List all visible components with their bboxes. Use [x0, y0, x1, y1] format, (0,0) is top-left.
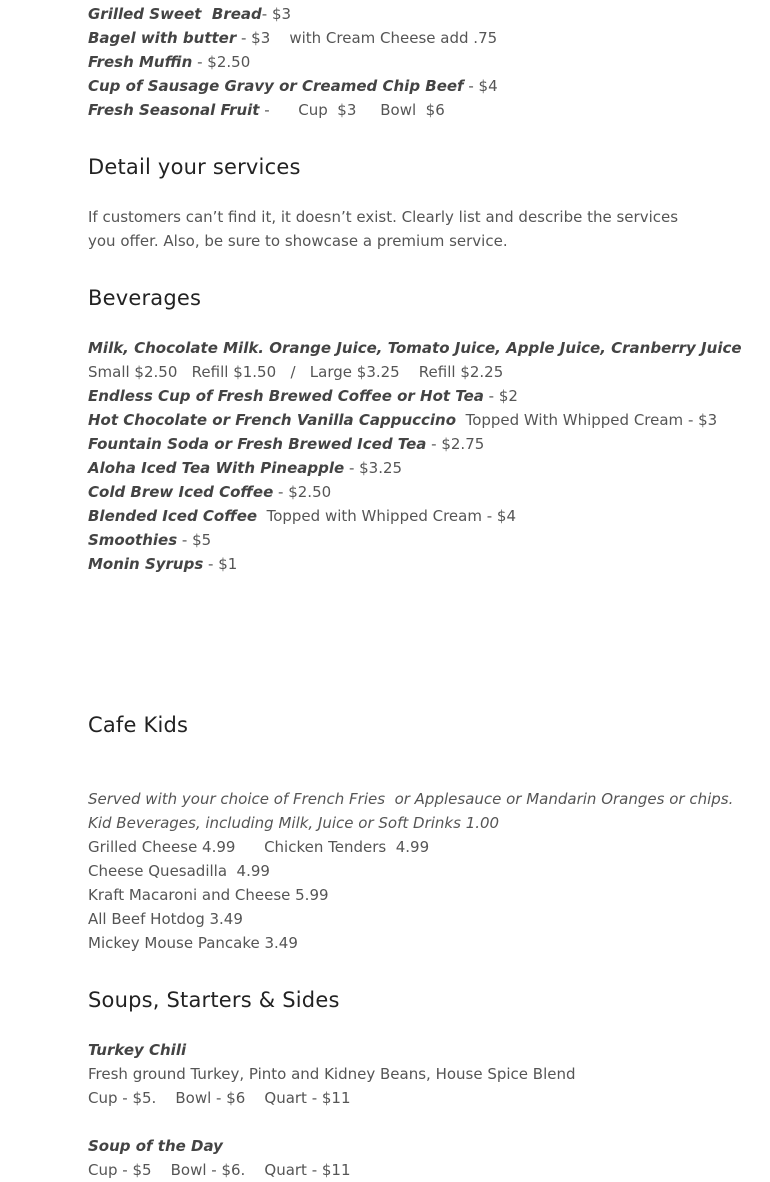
- item-name: Smoothies: [88, 531, 178, 549]
- juice-title: Milk, Chocolate Milk. Orange Juice, Tomato Juice, Apple Juice, Cranberry Juice: [88, 339, 742, 357]
- item-price: - $3.25: [344, 459, 403, 477]
- item-name: Bagel with butter: [88, 29, 237, 47]
- item-price: - $1: [203, 555, 238, 573]
- kids-item: Grilled Cheese 4.99 Chicken Tenders 4.99: [88, 838, 430, 856]
- kids-item: All Beef Hotdog 3.49: [88, 910, 243, 928]
- soup-title: Soup of the Day: [88, 1137, 223, 1155]
- item-name: Endless Cup of Fresh Brewed Coffee or Hot Tea: [88, 387, 484, 405]
- menu-item: [88, 384, 518, 408]
- item-price: - Cup $3 Bowl $6: [259, 101, 445, 119]
- item-name: Monin Syrups: [88, 555, 204, 573]
- menu-item: [88, 432, 484, 456]
- item-price: - $3: [261, 5, 292, 23]
- menu-item: [88, 74, 498, 98]
- menu-item: [88, 552, 237, 576]
- menu-item: [88, 528, 211, 552]
- chili-prices: Cup - $5. Bowl - $6 Quart - $11: [88, 1089, 351, 1107]
- soup-prices: Cup - $5 Bowl - $6. Quart - $11: [88, 1161, 351, 1179]
- menu-item: [88, 408, 717, 432]
- item-name: Hot Chocolate or French Vanilla Cappuccino: [88, 411, 457, 429]
- item-price: - $2.75: [426, 435, 485, 453]
- menu-item: [88, 504, 516, 528]
- beverages-heading: Beverages: [88, 286, 202, 310]
- juice-prices: Small $2.50 Refill $1.50 / Large $3.25 Refill $2.25: [88, 363, 504, 381]
- item-price: - $2.50: [192, 53, 251, 71]
- item-name: Cold Brew Iced Coffee: [88, 483, 274, 501]
- item-price: - $4: [463, 77, 498, 95]
- item-name: Fresh Muffin: [88, 53, 193, 71]
- item-price: - $2.50: [273, 483, 332, 501]
- chili-description: Fresh ground Turkey, Pinto and Kidney Beans, House Spice Blend: [88, 1065, 576, 1083]
- item-name: Fountain Soda or Fresh Brewed Iced Tea: [88, 435, 427, 453]
- item-name: Fresh Seasonal Fruit: [88, 101, 260, 119]
- kids-item: Kraft Macaroni and Cheese 5.99: [88, 886, 329, 904]
- menu-item: [88, 26, 497, 50]
- kids-note: Served with your choice of French Fries or Applesauce or Mandarin Oranges or chips.: [88, 790, 734, 808]
- item-name: Grilled Sweet Bread: [88, 5, 262, 23]
- services-heading: Detail your services: [88, 155, 301, 179]
- kids-item: Cheese Quesadilla 4.99: [88, 862, 270, 880]
- soups-heading: Soups, Starters & Sides: [88, 988, 340, 1012]
- kids-beverage-note: Kid Beverages, including Milk, Juice or Soft Drinks 1.00: [88, 814, 500, 832]
- item-price: Topped With Whipped Cream - $3: [456, 411, 718, 429]
- kids-item: Mickey Mouse Pancake 3.49: [88, 934, 298, 952]
- menu-item: [88, 98, 445, 122]
- item-price: - $3 with Cream Cheese add .75: [236, 29, 498, 47]
- menu-item: [88, 480, 331, 504]
- menu-item: [88, 2, 291, 26]
- item-price: - $5: [177, 531, 212, 549]
- item-name: Cup of Sausage Gravy or Creamed Chip Beef: [88, 77, 464, 95]
- menu-item: [88, 456, 402, 480]
- menu-item: [88, 50, 250, 74]
- item-price: Topped with Whipped Cream - $4: [257, 507, 516, 525]
- item-price: - $2: [483, 387, 518, 405]
- kids-heading: Cafe Kids: [88, 713, 189, 737]
- item-name: Blended Iced Coffee: [88, 507, 258, 525]
- chili-title: Turkey Chili: [88, 1041, 187, 1059]
- item-name: Aloha Iced Tea With Pineapple: [88, 459, 345, 477]
- services-text: If customers can’t find it, it doesn’t exist. Clearly list and describe the services you offer. Also, be sure to showcase a premium service.: [88, 208, 679, 250]
